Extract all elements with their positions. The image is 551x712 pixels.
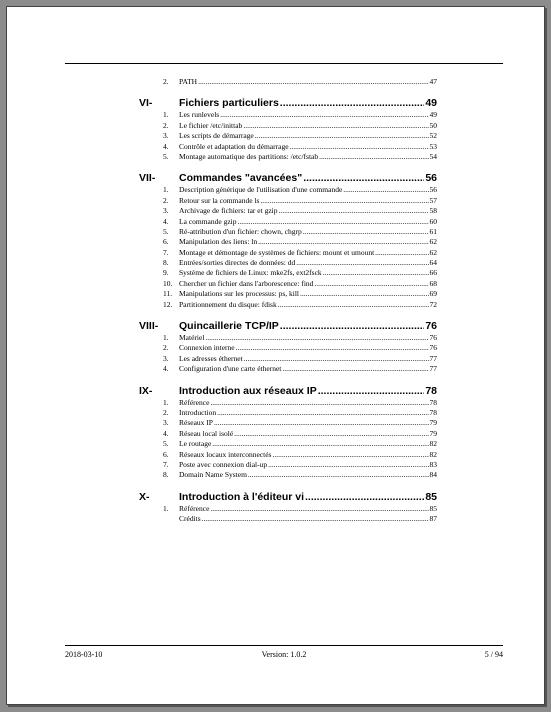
- toc-entry-page: 77: [429, 364, 437, 374]
- toc-entry-page: 79: [429, 418, 437, 428]
- toc-leader-dots: [205, 333, 428, 343]
- toc-entry[interactable]: [131, 354, 437, 364]
- section-title: Fichiers particuliers: [179, 97, 279, 110]
- section-page: 76: [425, 320, 437, 333]
- toc-entry-page: 66: [429, 268, 437, 278]
- toc-entry[interactable]: [131, 121, 437, 131]
- toc-entry[interactable]: [131, 279, 437, 289]
- toc-entry-number: 8.: [163, 470, 169, 480]
- toc-entry-number: 5.: [163, 439, 169, 449]
- section-roman-numeral: X-: [139, 490, 150, 503]
- toc-entry[interactable]: [131, 206, 437, 216]
- toc-entry[interactable]: [131, 429, 437, 439]
- toc-entry[interactable]: [131, 504, 437, 514]
- toc-leader-dots: [303, 227, 429, 237]
- toc-entry[interactable]: [131, 77, 437, 87]
- toc-entry-page: 83: [429, 459, 437, 469]
- toc-entry-title: Le routage: [179, 439, 212, 449]
- footer-date: 2018-03-10: [65, 650, 103, 659]
- toc-entry-number: 8.: [163, 258, 169, 268]
- toc-entry[interactable]: [131, 514, 437, 524]
- section-page: 85: [425, 490, 437, 503]
- toc-entry-title: Introduction: [179, 407, 217, 417]
- toc-entry[interactable]: [131, 439, 437, 449]
- toc-entry-page: 64: [429, 258, 437, 268]
- toc-entry-title: Ré-attribution d'un fichier: chown, chgrp: [179, 226, 302, 236]
- toc-section-heading[interactable]: [139, 171, 437, 185]
- table-of-contents: [131, 77, 437, 525]
- toc-entry-page: 61: [429, 226, 437, 236]
- toc-leader-dots: [278, 300, 429, 310]
- toc-entry-number: 1.: [163, 185, 169, 195]
- toc-leader-dots: [279, 206, 429, 216]
- toc-entry-page: 49: [429, 110, 437, 120]
- section-title: Introduction à l'éditeur vi: [179, 490, 305, 503]
- section-title: Quincaillerie TCP/IP: [179, 320, 279, 333]
- toc-leader-dots: [303, 171, 424, 185]
- toc-section-heading[interactable]: [139, 384, 437, 398]
- toc-entry-page: 56: [429, 185, 437, 195]
- toc-leader-dots: [319, 152, 428, 162]
- toc-leader-dots: [323, 268, 429, 278]
- toc-entry-title: Réseau local isolé: [179, 428, 234, 438]
- toc-entry[interactable]: [131, 227, 437, 237]
- toc-entry[interactable]: [131, 300, 437, 310]
- toc-leader-dots: [272, 450, 428, 460]
- toc-entry[interactable]: [131, 398, 437, 408]
- toc-leader-dots: [212, 439, 428, 449]
- toc-entry-title: Chercher un fichier dans l'arborescence: find: [179, 278, 314, 288]
- toc-entry-page: 78: [429, 397, 437, 407]
- toc-entry[interactable]: [131, 258, 437, 268]
- toc-entry-title: Montage et démontage de systèmes de fichiers: mount et umount: [179, 247, 375, 257]
- toc-entry-page: 47: [429, 77, 437, 86]
- toc-entry-number: 4.: [163, 216, 169, 226]
- toc-section-heading[interactable]: [139, 319, 437, 333]
- toc-entry-number: 4.: [163, 141, 169, 151]
- toc-entry[interactable]: [131, 418, 437, 428]
- toc-entry-title: Système de fichiers de Linux: mke2fs, ext2fsck: [179, 268, 322, 278]
- page-footer: [65, 649, 503, 661]
- toc-entry-page: 52: [429, 131, 437, 141]
- section-gap: [131, 481, 437, 490]
- toc-section-heading[interactable]: [139, 490, 437, 504]
- toc-entry-number: 2.: [163, 407, 169, 417]
- footer-rule: [65, 645, 503, 646]
- section-page: 78: [425, 384, 437, 397]
- toc-entry[interactable]: [131, 333, 437, 343]
- toc-leader-dots: [314, 279, 428, 289]
- toc-leader-dots: [282, 364, 428, 374]
- toc-entry-number: 12.: [163, 299, 173, 309]
- toc-entry[interactable]: [131, 237, 437, 247]
- toc-entry-number: 4.: [163, 428, 169, 438]
- toc-entry-title: Manipulations sur les processus: ps, kill: [179, 289, 299, 299]
- toc-entry-title: Contrôle et adaptation du démarrage: [179, 141, 289, 151]
- toc-entry-page: 79: [429, 428, 437, 438]
- toc-entry[interactable]: [131, 268, 437, 278]
- toc-leader-dots: [220, 110, 428, 120]
- toc-entry[interactable]: [131, 196, 437, 206]
- toc-entry[interactable]: [131, 460, 437, 470]
- toc-entry-title: Les scripts de démarrage: [179, 131, 254, 141]
- toc-leader-dots: [305, 490, 424, 504]
- toc-entry-title: Crédits: [179, 514, 201, 524]
- toc-entry[interactable]: [131, 110, 437, 120]
- toc-entry[interactable]: [131, 343, 437, 353]
- toc-entry-page: 68: [429, 278, 437, 288]
- toc-entry-page: 76: [429, 333, 437, 343]
- toc-entry-title: Réseaux locaux interconnectés: [179, 449, 272, 459]
- toc-entry-title: Le fichier /etc/inittab: [179, 120, 243, 130]
- section-roman-numeral: VII-: [139, 172, 156, 185]
- toc-leader-dots: [343, 185, 428, 195]
- section-roman-numeral: IX-: [139, 384, 153, 397]
- toc-entry-title: PATH: [179, 77, 198, 86]
- toc-leader-dots: [210, 504, 428, 514]
- toc-entry-number: 2.: [163, 77, 169, 86]
- section-page: 56: [425, 172, 437, 185]
- toc-entry[interactable]: [131, 470, 437, 480]
- section-page: 49: [425, 97, 437, 110]
- toc-leader-dots: [280, 96, 425, 110]
- section-title: Introduction aux réseaux IP: [179, 384, 317, 397]
- toc-leader-dots: [237, 217, 428, 227]
- toc-leader-dots: [198, 77, 428, 87]
- toc-entry-title: Entrées/sorties directes de données: dd: [179, 258, 296, 268]
- toc-entry-title: La commande gzip: [179, 216, 237, 226]
- toc-leader-dots: [296, 258, 428, 268]
- section-gap: [131, 162, 437, 171]
- toc-leader-dots: [217, 408, 428, 418]
- toc-entry-number: 1.: [163, 110, 169, 120]
- toc-leader-dots: [258, 237, 428, 247]
- toc-leader-dots: [290, 142, 429, 152]
- toc-entry-page: 58: [429, 206, 437, 216]
- toc-entry-number: 9.: [163, 268, 169, 278]
- toc-entry-page: 82: [429, 439, 437, 449]
- toc-entry[interactable]: [131, 217, 437, 227]
- toc-entry-title: Montage automatique des partitions: /etc/fstab: [179, 151, 319, 161]
- toc-leader-dots: [280, 319, 425, 333]
- toc-entry[interactable]: [131, 408, 437, 418]
- toc-entry-number: 2.: [163, 195, 169, 205]
- toc-entry-page: 78: [429, 407, 437, 417]
- toc-entry-title: Réseaux IP: [179, 418, 213, 428]
- toc-entry-page: 87: [429, 514, 437, 524]
- toc-entry-page: 62: [429, 247, 437, 257]
- section-gap: [131, 87, 437, 96]
- toc-entry-number: 3.: [163, 418, 169, 428]
- toc-section-heading[interactable]: [139, 96, 437, 110]
- toc-entry[interactable]: [131, 142, 437, 152]
- toc-leader-dots: [243, 121, 428, 131]
- toc-entry-page: 69: [429, 289, 437, 299]
- toc-entry[interactable]: [131, 364, 437, 374]
- toc-entry-number: 6.: [163, 237, 169, 247]
- toc-leader-dots: [375, 248, 428, 258]
- toc-entry-number: 2.: [163, 120, 169, 130]
- section-gap: [131, 310, 437, 319]
- toc-entry-page: 77: [429, 353, 437, 363]
- toc-entry-title: Les adresses éthernet: [179, 353, 243, 363]
- toc-entry-page: 82: [429, 449, 437, 459]
- toc-leader-dots: [260, 196, 428, 206]
- toc-entry-title: Poste avec connexion dial-up: [179, 459, 268, 469]
- toc-entry[interactable]: [131, 289, 437, 299]
- toc-leader-dots: [214, 418, 429, 428]
- toc-entry-number: 1.: [163, 397, 169, 407]
- toc-leader-dots: [255, 131, 429, 141]
- toc-entry-number: 1.: [163, 333, 169, 343]
- toc-entry-number: 1.: [163, 503, 169, 513]
- toc-entry-number: 5.: [163, 226, 169, 236]
- toc-leader-dots: [318, 384, 425, 398]
- toc-leader-dots: [268, 460, 428, 470]
- toc-entry-number: 2.: [163, 343, 169, 353]
- section-gap: [131, 375, 437, 384]
- toc-entry-title: Référence: [179, 503, 210, 513]
- toc-entry-title: Partitionnement du disque: fdisk: [179, 299, 277, 309]
- toc-entry-number: 3.: [163, 353, 169, 363]
- toc-leader-dots: [210, 398, 428, 408]
- toc-entry-page: 62: [429, 237, 437, 247]
- toc-entry-title: Retour sur la commande ls: [179, 195, 260, 205]
- footer-version: Version: 1.0.2: [261, 650, 307, 659]
- toc-entry-page: 54: [429, 151, 437, 161]
- toc-entry-page: 53: [429, 141, 437, 151]
- toc-entry-number: 10.: [163, 278, 173, 288]
- toc-entry[interactable]: [131, 152, 437, 162]
- section-title: Commandes "avancées": [179, 172, 303, 185]
- toc-leader-dots: [202, 514, 429, 524]
- toc-entry-page: 84: [429, 470, 437, 480]
- toc-leader-dots: [234, 429, 428, 439]
- header-rule: [65, 63, 503, 64]
- toc-entry-page: 50: [429, 120, 437, 130]
- toc-entry-title: Référence: [179, 397, 210, 407]
- document-page: [6, 6, 545, 705]
- toc-entry-title: Les runlevels: [179, 110, 220, 120]
- toc-entry-title: Domain Name System: [179, 470, 247, 480]
- toc-entry-number: 3.: [163, 131, 169, 141]
- toc-leader-dots: [300, 289, 429, 299]
- toc-entry-title: Connexion interne: [179, 343, 235, 353]
- toc-leader-dots: [248, 470, 429, 480]
- toc-entry-number: 6.: [163, 449, 169, 459]
- toc-entry-page: 57: [429, 195, 437, 205]
- toc-entry[interactable]: [131, 185, 437, 195]
- toc-entry-number: 11.: [163, 289, 173, 299]
- toc-entry-number: 7.: [163, 459, 169, 469]
- toc-entry-title: Archivage de fichiers: tar et gzip: [179, 206, 278, 216]
- toc-entry-page: 60: [429, 216, 437, 226]
- toc-entry[interactable]: [131, 450, 437, 460]
- toc-entry-page: 76: [429, 343, 437, 353]
- toc-entry-title: Matériel: [179, 333, 205, 343]
- toc-entry[interactable]: [131, 248, 437, 258]
- toc-entry-number: 3.: [163, 206, 169, 216]
- toc-entry-number: 4.: [163, 364, 169, 374]
- toc-entry-number: 5.: [163, 151, 169, 161]
- toc-entry-title: Manipulation des liens: ln: [179, 237, 258, 247]
- toc-entry-number: 7.: [163, 247, 169, 257]
- footer-page-number: 5 / 94: [484, 650, 503, 659]
- section-roman-numeral: VI-: [139, 97, 153, 110]
- toc-entry-title: Configuration d'une carte éthernet: [179, 364, 282, 374]
- section-roman-numeral: VIII-: [139, 320, 159, 333]
- toc-entry[interactable]: [131, 131, 437, 141]
- toc-entry-page: 72: [429, 299, 437, 309]
- toc-entry-page: 85: [429, 503, 437, 513]
- toc-leader-dots: [244, 354, 429, 364]
- toc-entry-title: Description générique de l'utilisation d'une commande: [179, 185, 343, 195]
- toc-leader-dots: [236, 343, 429, 353]
